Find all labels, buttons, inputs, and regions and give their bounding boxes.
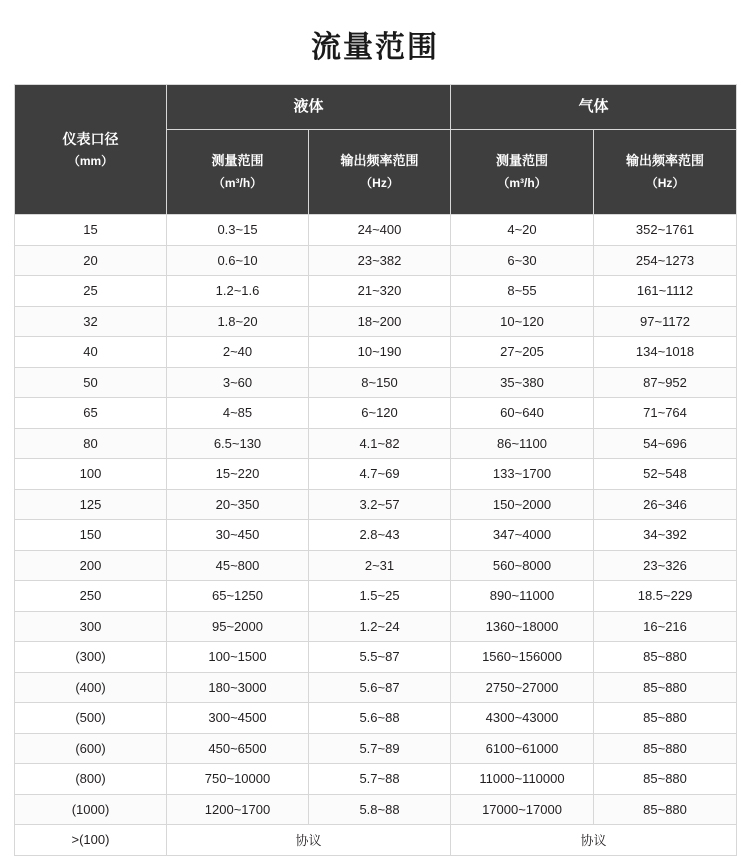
table-row	[15, 733, 737, 764]
cell-diameter: 32	[15, 306, 167, 337]
header-gas-freq-label: 输出频率范围	[626, 152, 705, 168]
table-row	[15, 550, 737, 581]
cell-diameter: (800)	[15, 764, 167, 795]
cell-gas-range: 35~380	[451, 367, 594, 398]
header-diameter	[15, 85, 167, 215]
table-head	[15, 85, 737, 215]
cell-gas-freq: 85~880	[594, 642, 737, 673]
table-container	[0, 84, 750, 856]
cell-liquid-range: 95~2000	[167, 611, 309, 642]
cell-gas-range: 4300~43000	[451, 703, 594, 734]
table-row	[15, 337, 737, 368]
table-row	[15, 794, 737, 825]
cell-diameter: (1000)	[15, 794, 167, 825]
table-row	[15, 520, 737, 551]
cell-gas-freq: 85~880	[594, 703, 737, 734]
cell-gas-range: 8~55	[451, 276, 594, 307]
cell-gas-range: 1360~18000	[451, 611, 594, 642]
cell-diameter: 15	[15, 215, 167, 246]
cell-liquid-freq: 24~400	[309, 215, 451, 246]
header-row-groups	[15, 85, 737, 130]
cell-gas-range: 60~640	[451, 398, 594, 429]
cell-diameter: >(100)	[15, 825, 167, 856]
cell-liquid-range: 15~220	[167, 459, 309, 490]
cell-diameter: (500)	[15, 703, 167, 734]
cell-liquid-freq: 4.7~69	[309, 459, 451, 490]
cell-liquid-range: 1.2~1.6	[167, 276, 309, 307]
cell-liquid-range: 0.3~15	[167, 215, 309, 246]
header-group-gas: 气体	[451, 85, 737, 130]
cell-liquid-freq: 23~382	[309, 245, 451, 276]
cell-gas-freq: 87~952	[594, 367, 737, 398]
cell-diameter: 50	[15, 367, 167, 398]
table-row	[15, 306, 737, 337]
cell-gas-range: 6100~61000	[451, 733, 594, 764]
table-body	[15, 215, 737, 856]
cell-liquid-freq: 2~31	[309, 550, 451, 581]
table-row	[15, 398, 737, 429]
cell-liquid-freq: 4.1~82	[309, 428, 451, 459]
cell-liquid-freq: 5.6~88	[309, 703, 451, 734]
cell-gas-freq: 85~880	[594, 733, 737, 764]
cell-gas-range: 890~11000	[451, 581, 594, 612]
cell-liquid-freq: 21~320	[309, 276, 451, 307]
header-gas-range-unit: （m³/h）	[497, 175, 547, 190]
cell-gas-freq: 23~326	[594, 550, 737, 581]
cell-liquid-range: 0.6~10	[167, 245, 309, 276]
cell-gas-freq: 85~880	[594, 764, 737, 795]
cell-liquid-range: 3~60	[167, 367, 309, 398]
cell-gas-freq: 52~548	[594, 459, 737, 490]
cell-gas-freq: 26~346	[594, 489, 737, 520]
cell-liquid-range: 300~4500	[167, 703, 309, 734]
cell-diameter: 25	[15, 276, 167, 307]
cell-liquid-freq: 5.7~88	[309, 764, 451, 795]
cell-gas-range: 11000~110000	[451, 764, 594, 795]
cell-liquid-freq: 18~200	[309, 306, 451, 337]
cell-gas-freq: 54~696	[594, 428, 737, 459]
cell-gas-range: 150~2000	[451, 489, 594, 520]
cell-liquid-range: 1200~1700	[167, 794, 309, 825]
cell-gas-freq: 161~1112	[594, 276, 737, 307]
table-row	[15, 672, 737, 703]
cell-liquid-freq: 10~190	[309, 337, 451, 368]
table-row	[15, 215, 737, 246]
table-row	[15, 276, 737, 307]
cell-liquid-range: 4~85	[167, 398, 309, 429]
header-liquid-range	[167, 130, 309, 215]
cell-liquid-range: 100~1500	[167, 642, 309, 673]
header-liquid-freq-unit: （Hz）	[360, 175, 399, 190]
cell-gas-range: 10~120	[451, 306, 594, 337]
page-title: 流量范围	[311, 31, 439, 64]
cell-diameter: (300)	[15, 642, 167, 673]
cell-liquid-freq: 1.2~24	[309, 611, 451, 642]
table-row	[15, 581, 737, 612]
cell-liquid-freq: 1.5~25	[309, 581, 451, 612]
cell-liquid-freq: 5.7~89	[309, 733, 451, 764]
cell-gas-freq: 18.5~229	[594, 581, 737, 612]
table-row	[15, 642, 737, 673]
table-row	[15, 367, 737, 398]
cell-gas-range: 27~205	[451, 337, 594, 368]
cell-gas-range: 4~20	[451, 215, 594, 246]
cell-liquid-freq: 8~150	[309, 367, 451, 398]
cell-gas-range: 86~1100	[451, 428, 594, 459]
cell-diameter: 100	[15, 459, 167, 490]
cell-liquid-range: 2~40	[167, 337, 309, 368]
cell-gas-range: 133~1700	[451, 459, 594, 490]
cell-gas-freq: 352~1761	[594, 215, 737, 246]
cell-liquid-range: 450~6500	[167, 733, 309, 764]
cell-diameter: 150	[15, 520, 167, 551]
cell-liquid-range: 180~3000	[167, 672, 309, 703]
cell-diameter: (400)	[15, 672, 167, 703]
header-diameter-unit: （mm）	[67, 153, 114, 168]
cell-diameter: 300	[15, 611, 167, 642]
cell-diameter: 200	[15, 550, 167, 581]
cell-liquid-freq: 6~120	[309, 398, 451, 429]
cell-diameter: 65	[15, 398, 167, 429]
cell-gas-range: 560~8000	[451, 550, 594, 581]
header-gas-freq-unit: （Hz）	[645, 175, 685, 190]
table-row	[15, 428, 737, 459]
header-group-liquid: 液体	[167, 85, 451, 130]
header-liquid-freq-label: 输出频率范围	[340, 152, 419, 168]
cell-diameter: 40	[15, 337, 167, 368]
cell-gas-range: 1560~156000	[451, 642, 594, 673]
cell-diameter: 80	[15, 428, 167, 459]
cell-gas-freq: 71~764	[594, 398, 737, 429]
cell-liquid-freq: 5.5~87	[309, 642, 451, 673]
cell-diameter: 250	[15, 581, 167, 612]
cell-gas-freq: 254~1273	[594, 245, 737, 276]
table-row	[15, 245, 737, 276]
cell-gas-freq: 34~392	[594, 520, 737, 551]
cell-liquid-range: 6.5~130	[167, 428, 309, 459]
header-gas-range	[451, 130, 594, 215]
cell-gas-freq: 85~880	[594, 794, 737, 825]
cell-gas-freq: 85~880	[594, 672, 737, 703]
cell-liquid-range: 750~10000	[167, 764, 309, 795]
table-row	[15, 459, 737, 490]
cell-gas-freq: 16~216	[594, 611, 737, 642]
cell-liquid-freq: 3.2~57	[309, 489, 451, 520]
cell-gas-range: 2750~27000	[451, 672, 594, 703]
cell-gas-range: 协议	[451, 825, 737, 856]
cell-diameter: 20	[15, 245, 167, 276]
flow-range-table	[14, 84, 737, 856]
cell-diameter: (600)	[15, 733, 167, 764]
cell-liquid-freq: 5.8~88	[309, 794, 451, 825]
cell-liquid-range: 65~1250	[167, 581, 309, 612]
table-row	[15, 825, 737, 856]
header-gas-freq	[594, 130, 737, 215]
cell-gas-range: 347~4000	[451, 520, 594, 551]
cell-liquid-freq: 2.8~43	[309, 520, 451, 551]
table-row	[15, 489, 737, 520]
header-liquid-range-unit: （m³/h）	[212, 175, 263, 190]
header-gas-range-label: 测量范围	[496, 152, 549, 168]
cell-diameter: 125	[15, 489, 167, 520]
table-row	[15, 764, 737, 795]
cell-liquid-range: 45~800	[167, 550, 309, 581]
cell-gas-range: 17000~17000	[451, 794, 594, 825]
table-row	[15, 703, 737, 734]
cell-gas-freq: 97~1172	[594, 306, 737, 337]
table-row	[15, 611, 737, 642]
cell-liquid-range: 20~350	[167, 489, 309, 520]
header-liquid-range-label: 测量范围	[211, 152, 264, 168]
cell-liquid-range: 协议	[167, 825, 451, 856]
cell-gas-freq: 134~1018	[594, 337, 737, 368]
header-liquid-freq	[309, 130, 451, 215]
cell-gas-range: 6~30	[451, 245, 594, 276]
cell-liquid-freq: 5.6~87	[309, 672, 451, 703]
header-diameter-label: 仪表口径	[62, 130, 119, 147]
cell-liquid-range: 1.8~20	[167, 306, 309, 337]
cell-liquid-range: 30~450	[167, 520, 309, 551]
